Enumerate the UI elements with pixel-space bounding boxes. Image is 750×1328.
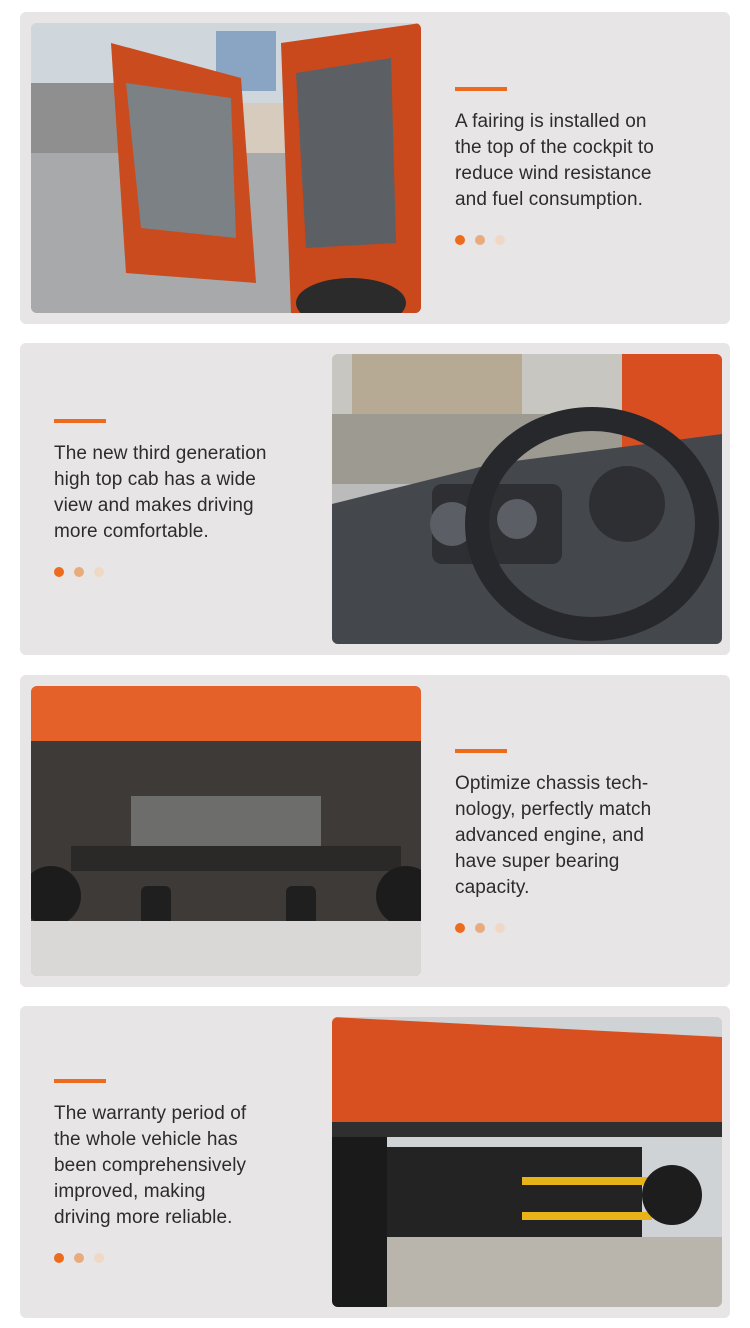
dot	[94, 567, 104, 577]
pagination-dots	[455, 923, 715, 933]
accent-bar	[455, 87, 507, 91]
dot	[94, 1253, 104, 1263]
truck-cab-open-door-photo	[31, 23, 421, 313]
pagination-dots	[54, 1253, 314, 1263]
dot	[495, 923, 505, 933]
dot-active	[455, 923, 465, 933]
dot-active	[54, 567, 64, 577]
feature-description: The new third generation high top cab has a wide view and makes driving more comfortable.	[54, 443, 267, 542]
dot	[495, 235, 505, 245]
feature-description: A fairing is installed on the top of the cockpit to reduce wind resistance and fuel consumption.	[455, 111, 654, 210]
dot	[74, 567, 84, 577]
steering-wheel-dashboard-photo	[332, 354, 722, 644]
accent-bar	[54, 419, 106, 423]
feature-card-2	[20, 343, 730, 655]
feature-description: Optimize chassis tech- nology, perfectly match advanced engine, and have super bearing capacity.	[455, 773, 652, 898]
dot	[475, 923, 485, 933]
feature-card-1	[20, 12, 730, 324]
accent-bar	[54, 1079, 106, 1083]
feature-card-3	[20, 675, 730, 987]
accent-bar	[455, 749, 507, 753]
truck-chassis-underside-photo	[31, 686, 421, 976]
pagination-dots	[54, 567, 314, 577]
pagination-dots	[455, 235, 715, 245]
dot-active	[54, 1253, 64, 1263]
feature-description: The warranty period of the whole vehicle has been comprehensively improved, making driving more reliable.	[54, 1103, 247, 1228]
dot	[74, 1253, 84, 1263]
cargo-box-side-photo	[332, 1017, 722, 1307]
dot	[475, 235, 485, 245]
feature-card-4	[20, 1006, 730, 1318]
dot-active	[455, 235, 465, 245]
